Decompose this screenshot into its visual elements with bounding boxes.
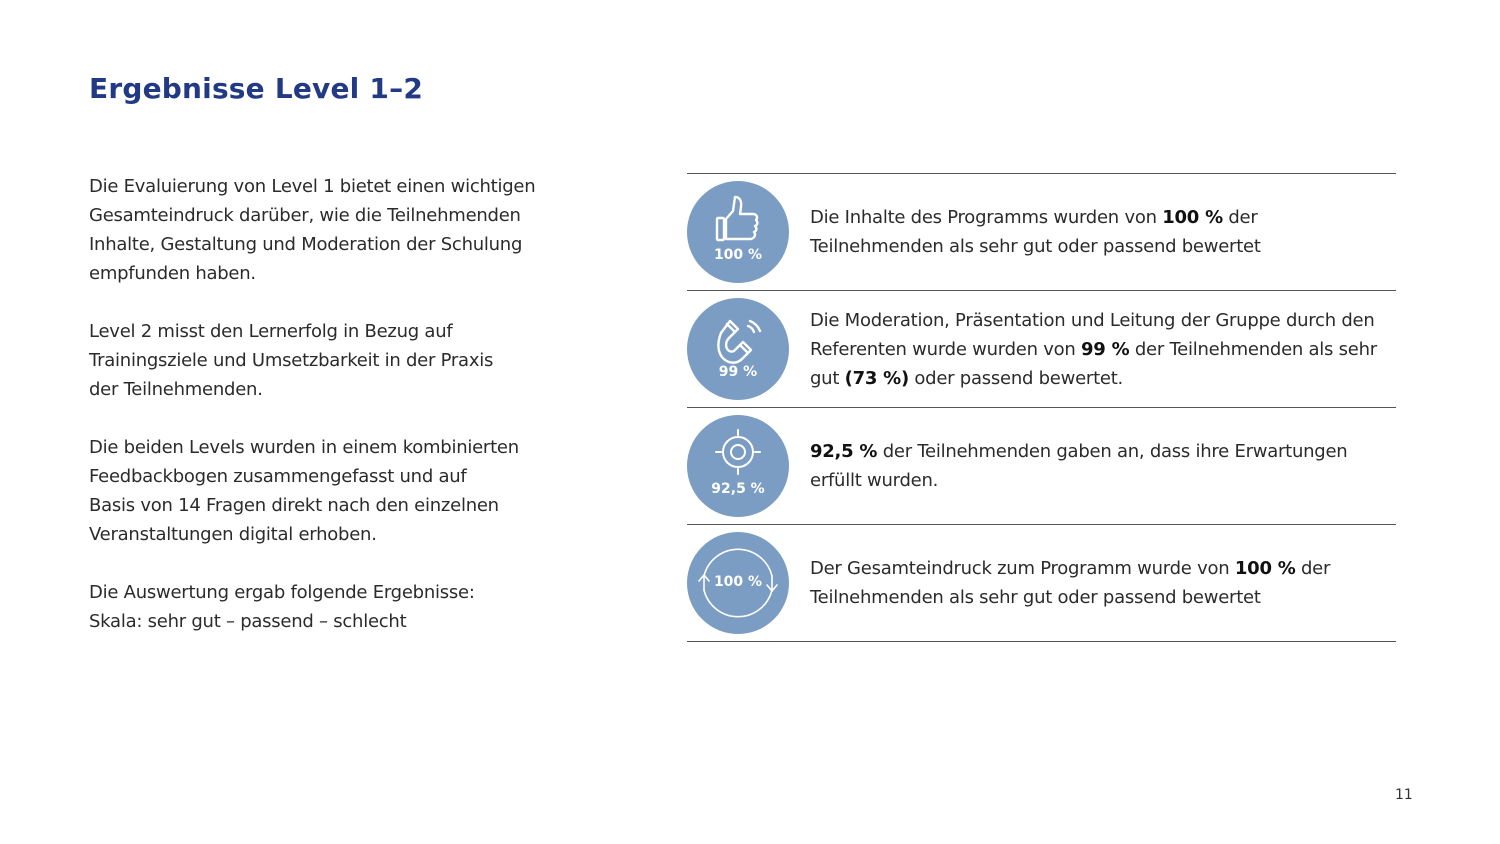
result-text-after: oder passend bewertet. <box>908 367 1123 389</box>
result-highlight: 92,5 % <box>810 441 878 462</box>
result-badge <box>687 181 789 283</box>
badge-value: 100 % <box>713 574 763 590</box>
intro-paragraph: Die Auswertung ergab folgende Ergebnisse: Skala: sehr gut – passend – schlecht <box>89 582 475 632</box>
result-text-before: Die Moderation, Präsentation und Leitung der Gruppe durch den Referenten wurde wurden von <box>810 309 1375 360</box>
result-text <box>810 291 1396 407</box>
result-text-after: der Teilnehmenden als sehr gut oder passend bewertet <box>810 207 1261 257</box>
intro-paragraph: Die Evaluierung von Level 1 bietet einen wichtigen Gesamteindruck darüber, wie die Teilnehmenden Inhalte, Gestaltung und Moderation der Schulung empfunden haben. <box>89 176 536 284</box>
result-row-moderation <box>687 291 1396 408</box>
target-icon <box>687 415 789 517</box>
result-text-after: der Teilnehmenden als sehr gut oder passend bewertet <box>810 558 1331 608</box>
badge-value: 92,5 % <box>711 481 765 497</box>
result-highlight: 99 % <box>1081 338 1130 360</box>
result-row-expectations <box>687 408 1396 525</box>
result-text <box>810 525 1396 641</box>
result-text-before: Der Gesamteindruck zum Programm wurde von <box>810 558 1235 579</box>
intro-text <box>89 172 609 665</box>
result-text <box>810 408 1396 524</box>
badge-value: 100 % <box>713 247 763 263</box>
page-number: 11 <box>1395 787 1413 803</box>
intro-paragraph: Level 2 misst den Lernerfolg in Bezug auf Trainingsziele und Umsetzbarkeit in der Praxis der Teilnehmenden. <box>89 321 494 400</box>
result-highlight: 100 % <box>1162 207 1223 228</box>
result-text-before: Die Inhalte des Programms wurden von <box>810 207 1163 228</box>
result-badge <box>687 532 789 634</box>
result-row-overall <box>687 525 1396 642</box>
results-list <box>687 173 1396 642</box>
intro-paragraph: Die beiden Levels wurden in einem kombinierten Feedbackbogen zusammengefasst und auf Basis von 14 Fragen direkt nach den einzelnen Veranstaltungen digital erhoben. <box>89 437 519 545</box>
result-row-content <box>687 174 1396 291</box>
result-text <box>810 174 1396 290</box>
result-highlight-secondary: (73 %) <box>844 367 909 389</box>
badge-value: 99 % <box>718 364 758 380</box>
result-text-after: der Teilnehmenden gaben an, dass ihre Erwartungen erfüllt wurden. <box>810 441 1348 491</box>
result-text-mid: der Teilnehmenden als sehr gut <box>810 338 1377 389</box>
result-badge <box>687 415 789 517</box>
result-highlight: 100 % <box>1234 558 1296 579</box>
result-badge <box>687 298 789 400</box>
page-title: Ergebnisse Level 1–2 <box>89 72 423 105</box>
thumbs-up-icon <box>687 181 789 283</box>
magnet-icon <box>687 298 789 400</box>
